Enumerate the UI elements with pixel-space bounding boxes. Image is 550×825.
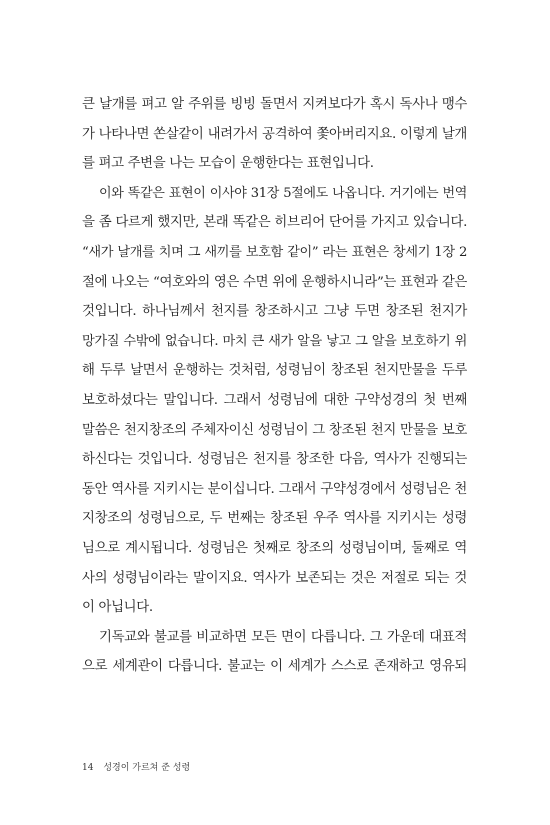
body-line: 를 펴고 주변을 나는 모습이 운행한다는 표현입니다. (82, 156, 374, 172)
body-line: 기독교와 불교를 비교하면 모든 면이 다릅니다. 그 가운데 대표적 (99, 629, 467, 645)
running-title: 성경이 가르쳐 준 성령 (103, 763, 191, 773)
body-line: 으로 세계관이 다릅니다. 불교는 이 세계가 스스로 존재하고 영유되 (82, 659, 467, 675)
body-line: 이 아닙니다. (82, 600, 153, 616)
body-line: 하신다는 것입니다. 성령님은 천지를 창조한 다음, 역사가 진행되는 (82, 452, 467, 468)
body-line: 망가질 수밖에 없습니다. 마치 큰 새가 알을 낳고 그 알을 보호하기 위 (82, 333, 467, 349)
page-number: 14 (82, 763, 94, 773)
page-footer (82, 760, 190, 773)
body-text (82, 90, 467, 682)
body-line: 을 좀 다르게 했지만, 본래 똑같은 히브리어 단어를 가지고 있습니다. (82, 215, 467, 231)
body-line: 해 두루 날면서 운행하는 것처럼, 성령님이 창조된 천지만물을 두루 (82, 363, 467, 379)
body-line: 보호하셨다는 말입니다. 그래서 성령님에 대한 구약성경의 첫 번째 (82, 392, 467, 408)
body-line: 것입니다. 하나님께서 천지를 창조하시고 그냥 두면 창조된 천지가 (82, 304, 467, 320)
body-line: 가 나타나면 쏜살같이 내려가서 공격하여 쫓아버리지요. 이렇게 날개 (82, 126, 467, 142)
body-line: 동안 역사를 지키시는 분이십니다. 그래서 구약성경에서 성령님은 천 (82, 481, 467, 497)
body-line: 절에 나오는 “여호와의 영은 수면 위에 운행하시니라”는 표현과 같은 (82, 274, 467, 290)
body-line: 큰 날개를 펴고 알 주위를 빙빙 돌면서 지켜보다가 혹시 독사나 맹수 (82, 97, 467, 112)
body-line: “새가 날개를 치며 그 새끼를 보호함 같이” 라는 표현은 창세기 1장 2 (82, 244, 467, 260)
body-line: 님으로 계시됩니다. 성령님은 첫째로 창조의 성령님이며, 둘째로 역 (82, 540, 467, 556)
body-line: 말씀은 천지창조의 주체자이신 성령님이 그 창조된 천지 만물을 보호 (82, 422, 467, 438)
body-line: 이와 똑같은 표현이 이사야 31장 5절에도 나옵니다. 거기에는 번역 (99, 185, 467, 201)
body-line: 지창조의 성령님으로, 두 번째는 창조된 우주 역사를 지키시는 성령 (82, 511, 467, 527)
body-line: 사의 성령님이라는 말이지요. 역사가 보존되는 것은 저절로 되는 것 (82, 570, 467, 586)
